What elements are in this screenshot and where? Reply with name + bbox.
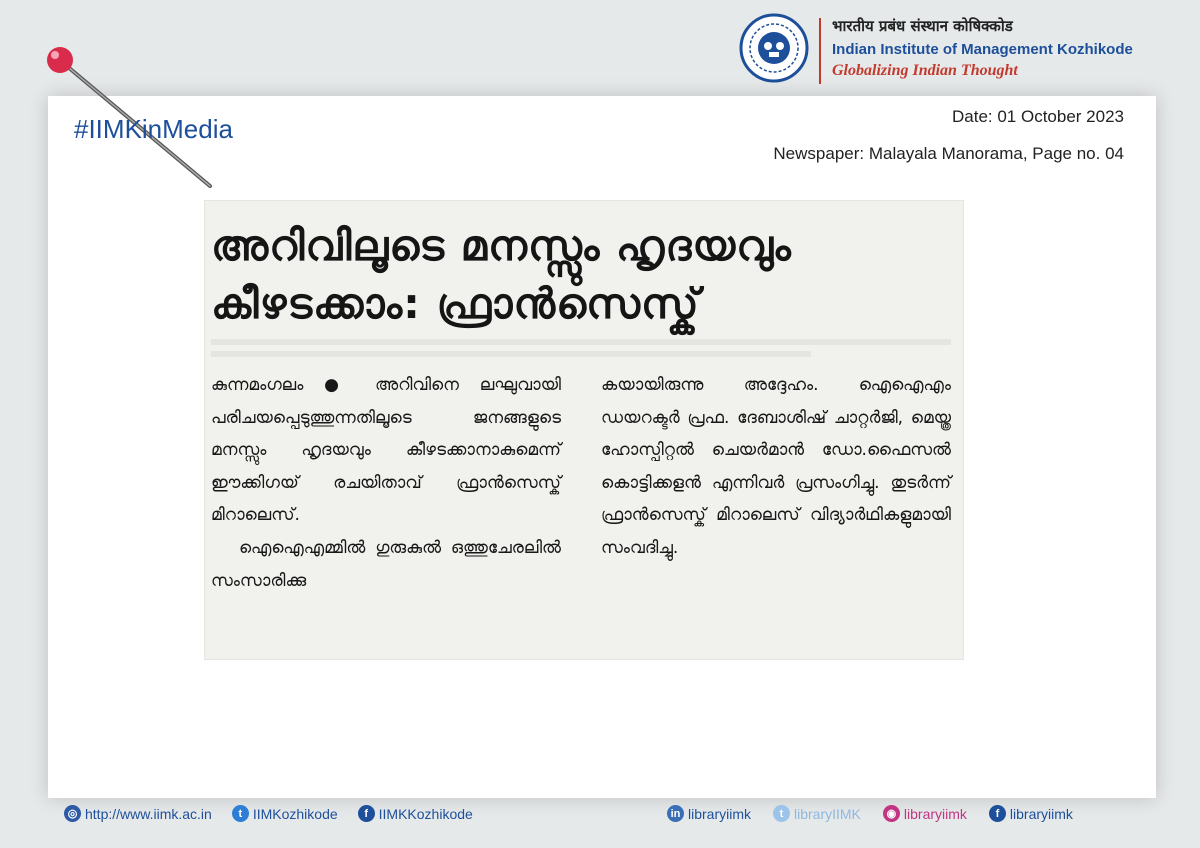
institute-tagline: Globalizing Indian Thought [832, 62, 1018, 79]
library-facebook-handle: libraryiimk [1009, 805, 1073, 822]
article-column-right [601, 369, 951, 565]
library-instagram-handle: libraryiimk [903, 805, 967, 822]
footer-links-institute [64, 805, 493, 822]
library-instagram-link[interactable] [883, 805, 967, 822]
article-paragraph: കുന്നമംഗലം ● അറിവിനെ ലഘുവായി പരിചയപ്പെടുത്തുന്നതിലൂടെ ജനങ്ങളുടെ മനസ്സും ഹൃദയവും കീഴടക്കാനാകുമെന്ന് ഈക്കിഗയ് രചയിതാവ് ഫ്രാൻസെസ്ക് മിറാലെസ്. [211, 375, 561, 526]
bleed-through-line [211, 339, 951, 345]
library-twitter-link[interactable] [773, 805, 861, 822]
website-link[interactable] [64, 805, 212, 822]
instagram-icon: ◉ [883, 805, 900, 822]
facebook-icon: f [358, 805, 375, 822]
newspaper-source: Newspaper: Malayala Manorama, Page no. 04 [773, 144, 1124, 163]
article-paragraph: കയായിരുന്നു അദ്ദേഹം. ഐഐഎം ഡയറക്ടർ പ്രഫ. ദേബാശിഷ് ചാറ്റർജി, മെയ്ത്ര ഹോസ്പിറ്റൽ ചെയർമാൻ ഡോ.ഫൈസൽ കൊട്ടിക്കളൻ എന്നിവർ പ്രസംഗിച്ചു. തുടർന്ന് ഫ്രാൻസെസ്ക് മിറാലെസ് വിദ്യാർഥികളുമായി സംവദിച്ചു. [601, 375, 951, 558]
headline-line-1: അറിവിലൂടെ മനസ്സും ഹൃദയവും [211, 221, 792, 270]
library-linkedin-handle: libraryiimk [688, 805, 751, 822]
facebook-icon: f [989, 805, 1006, 822]
twitter-icon: t [773, 805, 790, 822]
hashtag-title: #IIMKinMedia [74, 114, 233, 144]
newspaper-clipping [204, 200, 964, 660]
library-facebook-link[interactable] [989, 805, 1073, 822]
bleed-through-line [211, 351, 811, 357]
header-divider [819, 18, 821, 84]
globe-icon: ◎ [64, 805, 81, 822]
twitter-link[interactable] [232, 805, 338, 822]
facebook-handle: IIMKKozhikode [378, 805, 473, 822]
footer-links-library [667, 805, 1095, 822]
publication-date: Date: 01 October 2023 [951, 107, 1124, 126]
headline-line-2: കീഴടക്കാം: ഫ്രാൻസെസ്ക് [211, 279, 700, 328]
website-text: http://www.iimk.ac.in [85, 805, 212, 822]
article-paragraph: ഐഐഎമ്മിൽ ഗുരുകുൽ ഒത്തുചേരലിൽ സംസാരിക്കു [211, 537, 561, 591]
article-headline [211, 217, 961, 333]
article-column-left [211, 369, 561, 597]
institute-name-hindi: भारतीय प्रबंध संस्थान कोषिक्कोड [832, 17, 1013, 35]
institute-name-english: Indian Institute of Management Kozhikode [832, 41, 1133, 58]
institute-header [832, 16, 1133, 80]
library-linkedin-link[interactable] [667, 805, 751, 822]
facebook-link[interactable] [358, 805, 473, 822]
pushpin-icon [0, 0, 230, 200]
linkedin-icon: in [667, 805, 684, 822]
iimk-logo [738, 12, 810, 84]
twitter-handle: IIMKozhikode [252, 805, 338, 822]
twitter-icon: t [232, 805, 249, 822]
library-twitter-handle: libraryIIMK [794, 805, 861, 822]
